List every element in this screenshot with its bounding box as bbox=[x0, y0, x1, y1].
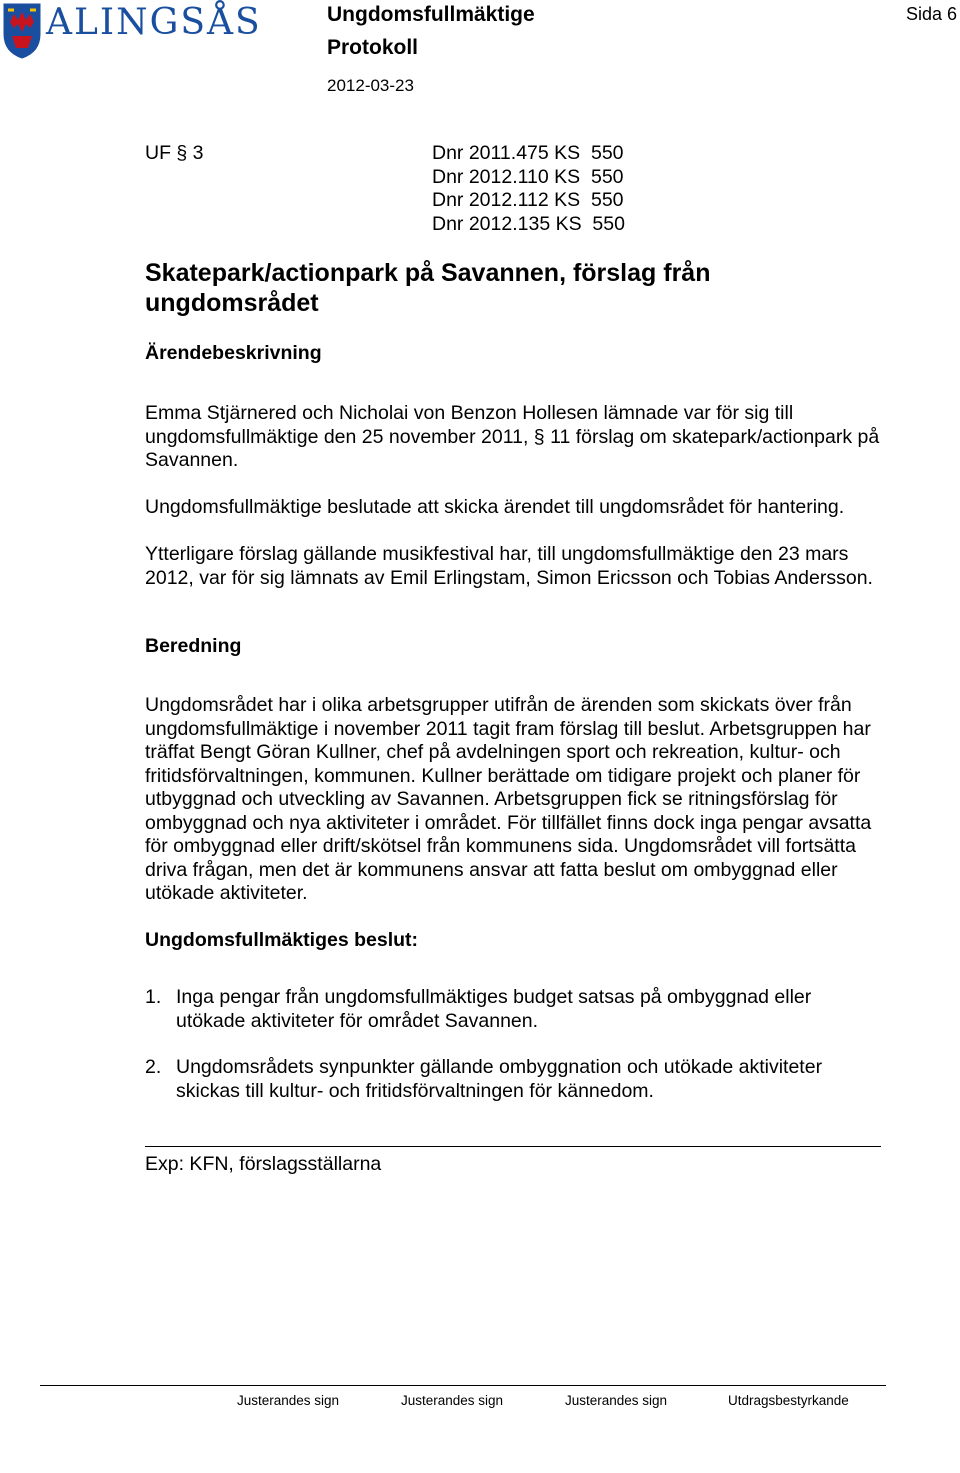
arende-paragraph-2: Ungdomsfullmäktige beslutade att skicka ärendet till ungdomsrådet för hantering. bbox=[145, 496, 845, 518]
arende-heading: Ärendebeskrivning bbox=[145, 342, 322, 364]
arende-paragraph-3: Ytterligare förslag gällande musikfestival har, till ungdomsfullmäktige den 23 mars 2012, var för sig lämnats av Emil Erlingstam, Simon Ericsson och Tobias Andersson. bbox=[145, 543, 873, 589]
beslut-item-number: 2. bbox=[145, 1056, 162, 1078]
beredning-paragraph: Ungdomsrådet har i olika arbetsgrupper utifrån de ärenden som skickats över från ungdomsfullmäktige i november 2011 tagit fram förslag till beslut. Arbetsgruppen har träffat Bengt Göran Kullner, chef på avdelningen sport och rekreation, kultur- och fritidsförvaltningen, kommunen. Kullner berättade om tidigare projekt och planer för utbyggnad och utveckling av Savannen. Arbetsgruppen fick se ritningsförslag för ombyggnad och nya aktiviteter i området. För tillfället finns dock inga pengar avsatta för ombyggnad eller drift/skötsel från kommunens sida. Ungdomsrådet vill fortsätta driva frågan, men det är kommunens ansvar att fatta beslut om ombyggnad eller utökade aktiviteter. bbox=[145, 694, 872, 904]
dnr-item: Dnr 2012.112 KS 550 bbox=[432, 189, 624, 211]
expedition-line: Exp: KFN, förslagsställarna bbox=[145, 1153, 382, 1175]
dnr-item: Dnr 2011.475 KS 550 bbox=[432, 142, 624, 164]
footer-divider bbox=[40, 1385, 886, 1386]
header-date: 2012-03-23 bbox=[327, 76, 414, 95]
beslut-item-text: Inga pengar från ungdomsfullmäktiges budget satsas på ombyggnad eller utökade aktiviteter för området Savannen. bbox=[176, 986, 812, 1032]
alingsas-logo bbox=[0, 0, 262, 62]
footer-certification-label: Utdragsbestyrkande bbox=[728, 1393, 849, 1408]
beredning-heading: Beredning bbox=[145, 635, 242, 657]
header-title: Ungdomsfullmäktige bbox=[327, 3, 535, 26]
logo-text: ALINGSÅS bbox=[46, 2, 262, 43]
case-number: UF § 3 bbox=[145, 142, 204, 164]
case-title: Skatepark/actionpark på Savannen, förslag från ungdomsrådet bbox=[145, 259, 711, 317]
header-subtitle: Protokoll bbox=[327, 36, 419, 59]
dnr-item: Dnr 2012.135 KS 550 bbox=[432, 212, 625, 235]
divider bbox=[145, 1146, 881, 1147]
beslut-heading: Ungdomsfullmäktiges beslut: bbox=[145, 929, 419, 951]
dnr-item: Dnr 2012.110 KS 550 bbox=[432, 165, 624, 188]
dnr-list bbox=[432, 142, 625, 236]
footer-sign-label: Justerandes sign bbox=[237, 1393, 340, 1408]
footer-sign-label: Justerandes sign bbox=[565, 1393, 668, 1408]
arende-paragraph-1: Emma Stjärnered och Nicholai von Benzon Hollesen lämnade var för sig till ungdomsfullmäktige den 25 november 2011, § 11 förslag om skatepark/actionpark på Savannen. bbox=[145, 402, 880, 471]
footer-sign-label: Justerandes sign bbox=[401, 1393, 504, 1408]
beslut-item-number: 1. bbox=[145, 986, 162, 1008]
page-number: Sida 6 bbox=[906, 4, 958, 24]
beslut-item-text: Ungdomsrådets synpunkter gällande ombyggnation och utökade aktiviteter skickas till kultur- och fritidsförvaltningen för kännedom. bbox=[176, 1056, 823, 1102]
